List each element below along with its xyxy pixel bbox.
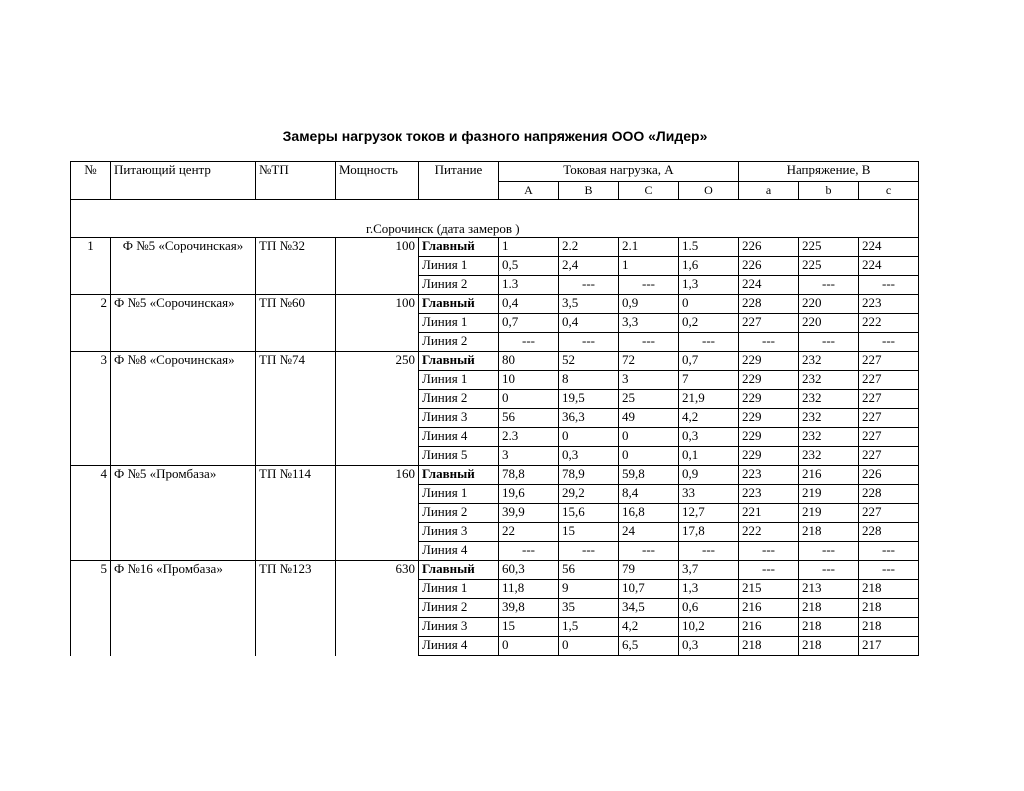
voltage-value: 219: [799, 504, 859, 523]
header-row: [71, 162, 919, 182]
supply-line-name: Линия 1: [419, 485, 499, 504]
voltage-value: 228: [739, 295, 799, 314]
current-value: 0: [619, 428, 679, 447]
supply-line-name: Линия 1: [419, 580, 499, 599]
voltage-value: 218: [859, 580, 919, 599]
current-value: 0: [559, 637, 619, 656]
current-value: 0,7: [499, 314, 559, 333]
section-label: г.Сорочинск (дата замеров ): [71, 200, 919, 238]
supply-line-name: Главный: [419, 238, 499, 257]
current-value: 3: [619, 371, 679, 390]
voltage-value: 227: [859, 504, 919, 523]
current-value: 39,9: [499, 504, 559, 523]
current-value: 8: [559, 371, 619, 390]
current-value: 3: [499, 447, 559, 466]
voltage-value: 222: [739, 523, 799, 542]
current-value: 0,2: [679, 314, 739, 333]
supply-line-name: Линия 1: [419, 257, 499, 276]
current-value: 2.1: [619, 238, 679, 257]
voltage-value: 227: [859, 428, 919, 447]
current-value: 9: [559, 580, 619, 599]
current-value: 1,5: [559, 618, 619, 637]
current-value: 2.3: [499, 428, 559, 447]
current-value: ---: [679, 542, 739, 561]
voltage-value: 213: [799, 580, 859, 599]
supply-line-name: Главный: [419, 295, 499, 314]
voltage-value: 215: [739, 580, 799, 599]
current-value: ---: [679, 333, 739, 352]
supply-line-name: Главный: [419, 352, 499, 371]
group-num: 1: [71, 238, 111, 295]
current-value: 16,8: [619, 504, 679, 523]
current-value: 19,5: [559, 390, 619, 409]
header-current-o: O: [679, 182, 739, 200]
current-value: 21,9: [679, 390, 739, 409]
current-value: 0,4: [559, 314, 619, 333]
supply-line-name: Линия 2: [419, 276, 499, 295]
current-value: 78,9: [559, 466, 619, 485]
voltage-value: 232: [799, 428, 859, 447]
current-value: 8,4: [619, 485, 679, 504]
header-power: Мощность: [336, 162, 419, 200]
voltage-value: ---: [739, 542, 799, 561]
header-num: №: [71, 162, 111, 200]
current-value: ---: [559, 333, 619, 352]
current-value: 2,4: [559, 257, 619, 276]
current-value: 0: [619, 447, 679, 466]
current-value: 1.5: [679, 238, 739, 257]
group-num: 3: [71, 352, 111, 466]
current-value: 0,3: [679, 637, 739, 656]
voltage-value: 216: [799, 466, 859, 485]
voltage-value: ---: [859, 542, 919, 561]
current-value: 1: [619, 257, 679, 276]
feeder-center: Ф №5 «Промбаза»: [111, 466, 256, 561]
voltage-value: ---: [859, 276, 919, 295]
group-num: 4: [71, 466, 111, 561]
voltage-value: 228: [859, 485, 919, 504]
current-value: 34,5: [619, 599, 679, 618]
supply-line-name: Линия 4: [419, 637, 499, 656]
voltage-value: 217: [859, 637, 919, 656]
voltage-value: 216: [739, 599, 799, 618]
supply-line-name: Линия 2: [419, 504, 499, 523]
supply-line-name: Линия 2: [419, 390, 499, 409]
voltage-value: 228: [859, 523, 919, 542]
current-value: 7: [679, 371, 739, 390]
voltage-value: 218: [799, 599, 859, 618]
voltage-value: 218: [799, 637, 859, 656]
voltage-value: 229: [739, 447, 799, 466]
voltage-value: ---: [739, 333, 799, 352]
voltage-value: 216: [739, 618, 799, 637]
power-value: 250: [336, 352, 419, 466]
voltage-value: 220: [799, 314, 859, 333]
current-value: 0,1: [679, 447, 739, 466]
feeder-center: Ф №5 «Сорочинская»: [111, 238, 256, 295]
voltage-value: 222: [859, 314, 919, 333]
voltage-value: 223: [739, 466, 799, 485]
section-row: [71, 200, 919, 238]
voltage-value: 224: [739, 276, 799, 295]
table-row: [71, 561, 919, 580]
current-value: 56: [499, 409, 559, 428]
voltage-value: 232: [799, 447, 859, 466]
current-value: 22: [499, 523, 559, 542]
current-value: 0,7: [679, 352, 739, 371]
current-value: 1,3: [679, 276, 739, 295]
voltage-value: 224: [859, 238, 919, 257]
voltage-value: 226: [739, 257, 799, 276]
current-value: 79: [619, 561, 679, 580]
current-value: 0,5: [499, 257, 559, 276]
supply-line-name: Линия 1: [419, 371, 499, 390]
current-value: 0: [499, 390, 559, 409]
current-value: 39,8: [499, 599, 559, 618]
current-value: 0: [499, 637, 559, 656]
substation-tp: ТП №74: [256, 352, 336, 466]
voltage-value: ---: [799, 561, 859, 580]
voltage-value: 229: [739, 409, 799, 428]
voltage-value: 221: [739, 504, 799, 523]
voltage-value: 227: [739, 314, 799, 333]
voltage-value: 227: [859, 409, 919, 428]
current-value: 52: [559, 352, 619, 371]
voltage-value: 227: [859, 371, 919, 390]
table-row: [71, 238, 919, 257]
current-value: 1,3: [679, 580, 739, 599]
voltage-value: 226: [739, 238, 799, 257]
voltage-value: 218: [859, 599, 919, 618]
current-value: 1,6: [679, 257, 739, 276]
current-value: 11,8: [499, 580, 559, 599]
current-value: ---: [619, 542, 679, 561]
current-value: 0,9: [679, 466, 739, 485]
document-title: Замеры нагрузок токов и фазного напряжения ООО «Лидер»: [282, 128, 708, 144]
current-value: 24: [619, 523, 679, 542]
current-value: 19,6: [499, 485, 559, 504]
voltage-value: 232: [799, 390, 859, 409]
supply-line-name: Линия 3: [419, 618, 499, 637]
current-value: 15: [559, 523, 619, 542]
substation-tp: ТП №123: [256, 561, 336, 656]
supply-line-name: Главный: [419, 466, 499, 485]
current-value: 0,6: [679, 599, 739, 618]
current-value: 78,8: [499, 466, 559, 485]
voltage-value: 218: [739, 637, 799, 656]
header-supply: Питание: [419, 162, 499, 200]
voltage-value: ---: [799, 542, 859, 561]
power-value: 160: [336, 466, 419, 561]
power-value: 100: [336, 238, 419, 295]
substation-tp: ТП №114: [256, 466, 336, 561]
current-value: 56: [559, 561, 619, 580]
current-value: 72: [619, 352, 679, 371]
voltage-value: 220: [799, 295, 859, 314]
current-value: ---: [559, 276, 619, 295]
current-value: 12,7: [679, 504, 739, 523]
current-value: 33: [679, 485, 739, 504]
header-voltage-group: Напряжение, В: [739, 162, 919, 182]
header-voltage-b: b: [799, 182, 859, 200]
substation-tp: ТП №32: [256, 238, 336, 295]
header-current-b: B: [559, 182, 619, 200]
voltage-value: 219: [799, 485, 859, 504]
supply-line-name: Линия 3: [419, 523, 499, 542]
voltage-value: 218: [799, 618, 859, 637]
current-value: 0,9: [619, 295, 679, 314]
voltage-value: 232: [799, 352, 859, 371]
voltage-value: ---: [859, 333, 919, 352]
current-value: 3,7: [679, 561, 739, 580]
current-value: 3,5: [559, 295, 619, 314]
current-value: 0: [559, 428, 619, 447]
current-value: ---: [499, 333, 559, 352]
current-value: 6,5: [619, 637, 679, 656]
header-voltage-c: c: [859, 182, 919, 200]
voltage-value: ---: [799, 333, 859, 352]
current-value: 0: [679, 295, 739, 314]
voltage-value: 226: [859, 466, 919, 485]
header-current-a: A: [499, 182, 559, 200]
table-row: [71, 352, 919, 371]
voltage-value: 229: [739, 352, 799, 371]
voltage-value: 225: [799, 257, 859, 276]
voltage-value: 224: [859, 257, 919, 276]
supply-line-name: Линия 2: [419, 599, 499, 618]
substation-tp: ТП №60: [256, 295, 336, 352]
feeder-center: Ф №16 «Промбаза»: [111, 561, 256, 656]
current-value: 10,7: [619, 580, 679, 599]
header-current-group: Токовая нагрузка, А: [499, 162, 739, 182]
current-value: 17,8: [679, 523, 739, 542]
voltage-value: 232: [799, 371, 859, 390]
current-value: 15,6: [559, 504, 619, 523]
voltage-value: 218: [859, 618, 919, 637]
current-value: 59,8: [619, 466, 679, 485]
current-value: 29,2: [559, 485, 619, 504]
current-value: 60,3: [499, 561, 559, 580]
current-value: ---: [559, 542, 619, 561]
current-value: 4,2: [619, 618, 679, 637]
header-center: Питающий центр: [111, 162, 256, 200]
current-value: 0,3: [559, 447, 619, 466]
table-row: [71, 295, 919, 314]
current-value: 35: [559, 599, 619, 618]
current-value: 49: [619, 409, 679, 428]
current-value: ---: [499, 542, 559, 561]
current-value: 10: [499, 371, 559, 390]
voltage-value: 227: [859, 352, 919, 371]
voltage-value: ---: [799, 276, 859, 295]
current-value: 25: [619, 390, 679, 409]
feeder-center: Ф №5 «Сорочинская»: [111, 295, 256, 352]
supply-line-name: Линия 5: [419, 447, 499, 466]
supply-line-name: Линия 2: [419, 333, 499, 352]
current-value: 3,3: [619, 314, 679, 333]
voltage-value: 223: [859, 295, 919, 314]
measurements-table: [70, 161, 919, 656]
group-num: 2: [71, 295, 111, 352]
voltage-value: 225: [799, 238, 859, 257]
current-value: ---: [619, 276, 679, 295]
supply-line-name: Линия 4: [419, 542, 499, 561]
header-current-c: C: [619, 182, 679, 200]
group-num: 5: [71, 561, 111, 656]
voltage-value: 218: [799, 523, 859, 542]
voltage-value: 229: [739, 371, 799, 390]
voltage-value: 232: [799, 409, 859, 428]
current-value: 0,3: [679, 428, 739, 447]
current-value: 10,2: [679, 618, 739, 637]
feeder-center: Ф №8 «Сорочинская»: [111, 352, 256, 466]
current-value: 1.3: [499, 276, 559, 295]
current-value: 2.2: [559, 238, 619, 257]
current-value: 36,3: [559, 409, 619, 428]
current-value: 80: [499, 352, 559, 371]
current-value: 0,4: [499, 295, 559, 314]
current-value: 1: [499, 238, 559, 257]
power-value: 630: [336, 561, 419, 656]
voltage-value: 223: [739, 485, 799, 504]
power-value: 100: [336, 295, 419, 352]
current-value: ---: [619, 333, 679, 352]
supply-line-name: Главный: [419, 561, 499, 580]
supply-line-name: Линия 4: [419, 428, 499, 447]
voltage-value: 227: [859, 447, 919, 466]
supply-line-name: Линия 1: [419, 314, 499, 333]
voltage-value: 229: [739, 390, 799, 409]
current-value: 15: [499, 618, 559, 637]
voltage-value: ---: [859, 561, 919, 580]
supply-line-name: Линия 3: [419, 409, 499, 428]
voltage-value: 227: [859, 390, 919, 409]
current-value: 4,2: [679, 409, 739, 428]
header-tp: №ТП: [256, 162, 336, 200]
voltage-value: ---: [739, 561, 799, 580]
header-voltage-a: a: [739, 182, 799, 200]
table-row: [71, 466, 919, 485]
voltage-value: 229: [739, 428, 799, 447]
